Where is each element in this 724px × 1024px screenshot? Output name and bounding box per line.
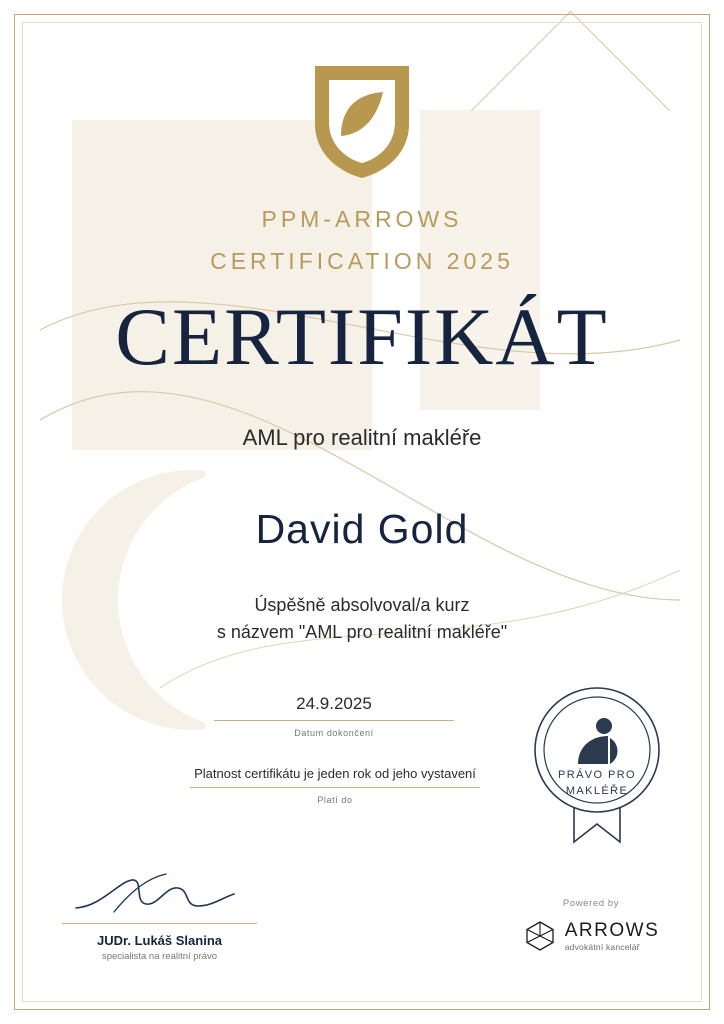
completion-date-field	[214, 694, 454, 738]
eyebrow-line-1: PPM-ARROWS	[261, 206, 463, 232]
handwritten-signature-icon	[62, 872, 257, 916]
completion-statement	[0, 592, 724, 646]
signature-rule	[62, 923, 257, 924]
signature-block	[62, 872, 257, 962]
date-rule	[214, 720, 454, 721]
course-name: AML pro realitní makléře	[242, 425, 482, 450]
brand-subtitle: advokátní kancelář	[564, 941, 640, 952]
validity-value: Platnost certifikátu je jeden rok od jeho vystavení	[194, 766, 476, 781]
recipient-name: David Gold	[255, 506, 469, 552]
arrows-cube-logo-icon	[523, 919, 557, 953]
completion-date-caption: Datum dokončení	[294, 728, 374, 738]
powered-by-label: Powered by	[562, 898, 620, 909]
statement-line-1: Úspěšně absolvoval/a kurz	[254, 595, 470, 615]
powered-by-block	[506, 898, 676, 953]
validity-rule	[190, 787, 480, 788]
signatory-role: specialista na realitní právo	[101, 951, 218, 962]
eyebrow-line-2: CERTIFICATION 2025	[210, 248, 514, 274]
seal-line-1: PRÁVO PRO	[557, 769, 637, 781]
completion-date-value: 24.9.2025	[296, 694, 372, 713]
statement-line-2: s názvem "AML pro realitní makléře"	[216, 622, 508, 642]
page-title: CERTIFIKÁT	[115, 291, 609, 382]
seal-line-2: MAKLÉŘE	[565, 785, 629, 797]
validity-field	[190, 766, 480, 805]
signatory-name: JUDr. Lukáš Slanina	[97, 933, 222, 948]
shield-crest-icon	[307, 62, 417, 182]
seal-badge	[512, 672, 682, 852]
brand-name: ARROWS	[564, 919, 660, 941]
validity-caption: Platí do	[317, 795, 353, 805]
